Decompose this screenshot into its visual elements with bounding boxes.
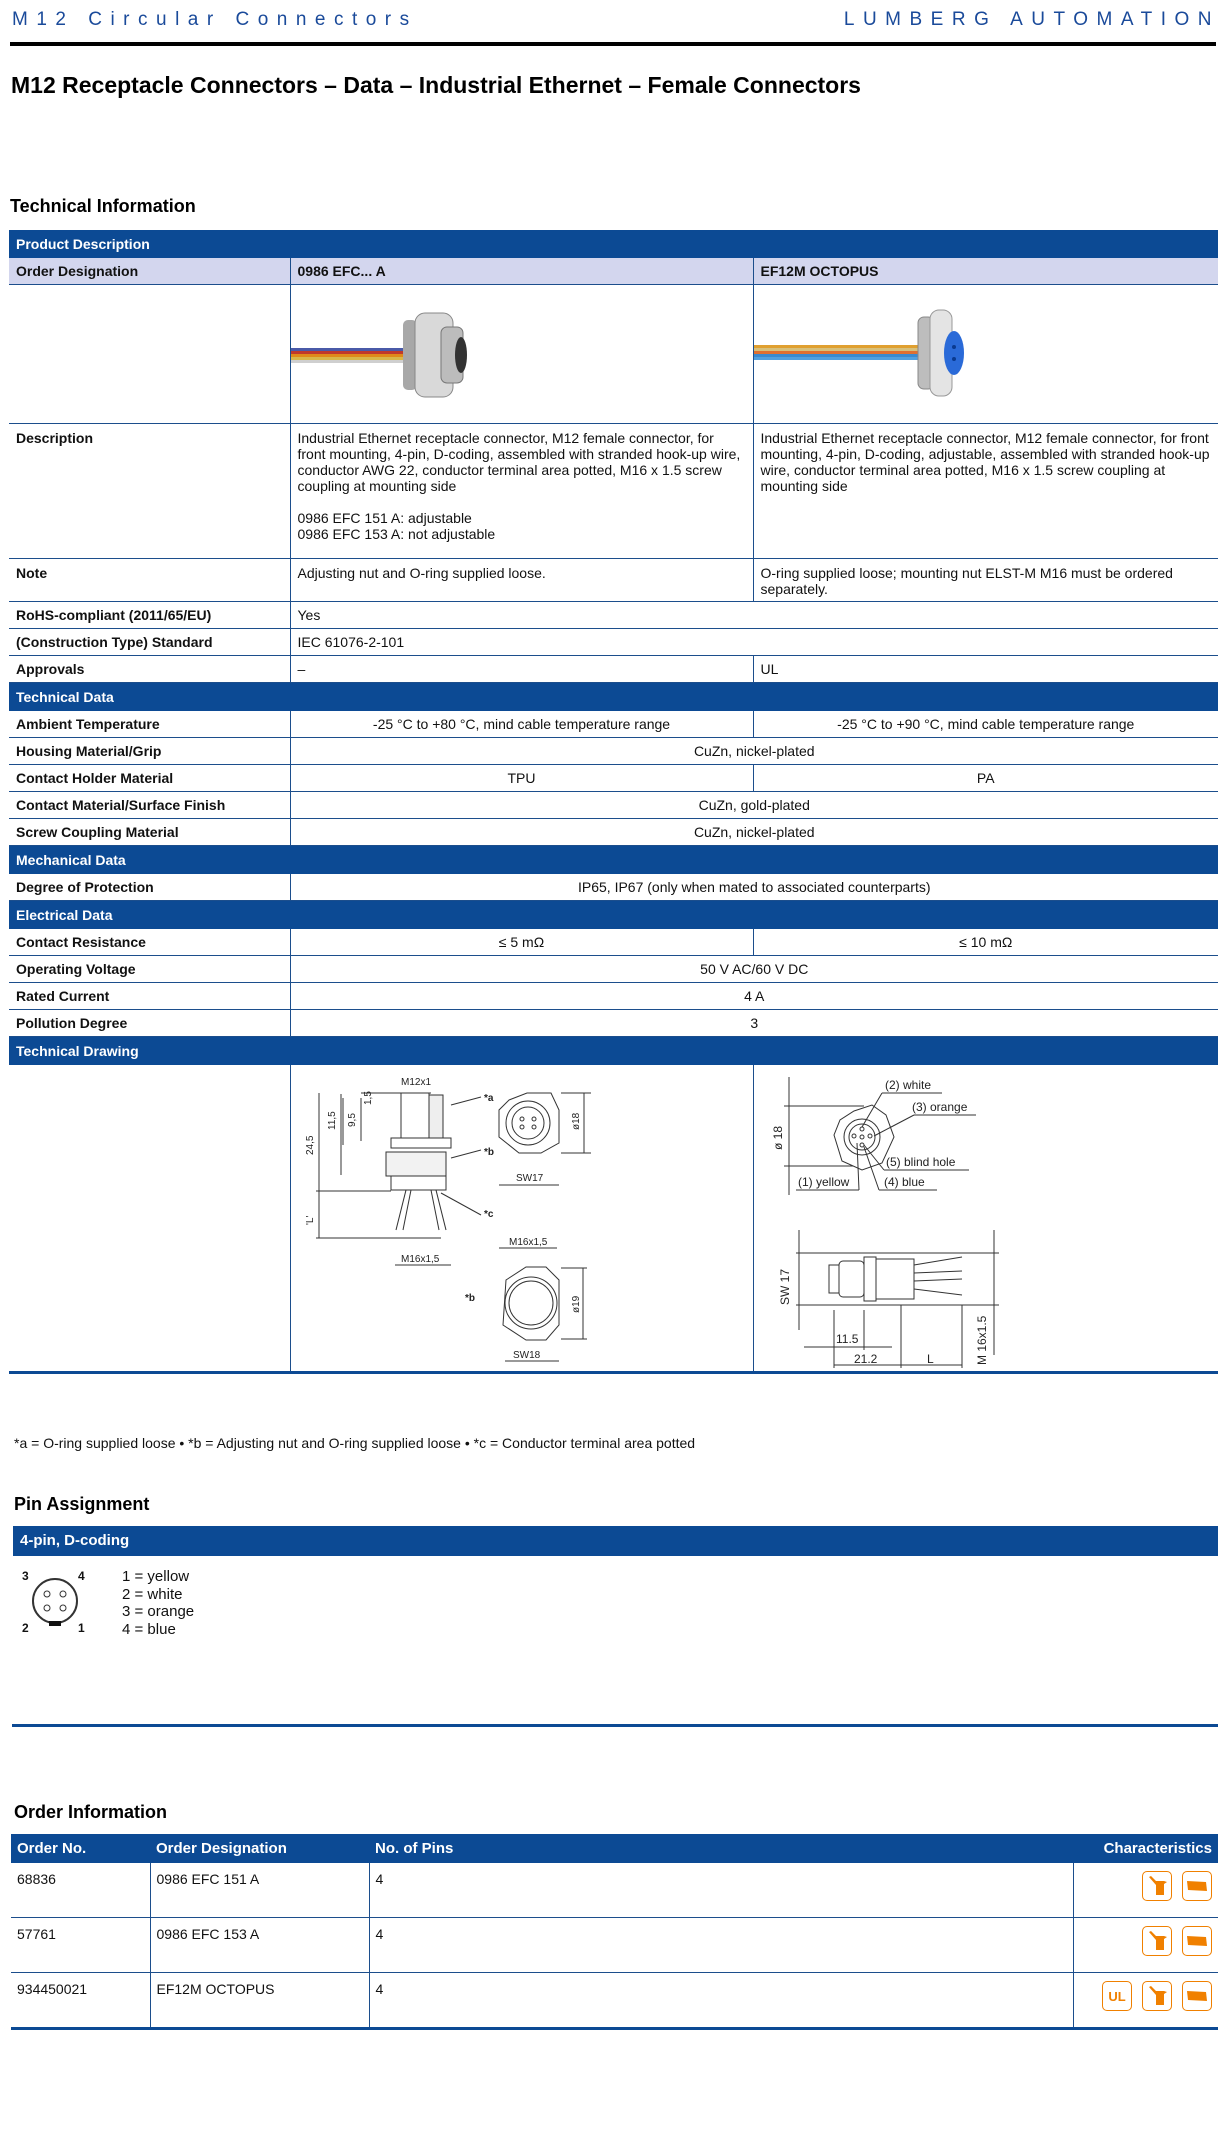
running-header-section: M12 Circular Connectors [12, 9, 418, 30]
pin-label-blind-hole: (5) blind hole [885, 1155, 955, 1169]
section-electrical-data [9, 901, 1218, 930]
solder-icon [1182, 1871, 1212, 1901]
row-label: Approvals [9, 656, 290, 683]
row-standard [9, 629, 1218, 656]
row-contact-material [9, 792, 1218, 819]
row-note [9, 559, 1218, 602]
cell-col2: ≤ 10 mΩ [753, 929, 1218, 956]
pin-number-1: 1 [78, 1621, 85, 1635]
dim-9-5: 9,5 [346, 1113, 358, 1127]
cell-col2: PA [753, 765, 1218, 792]
order-information-heading: Order Information [14, 1802, 168, 1822]
cell-value: IP65, IP67 (only when mated to associated counterparts) [290, 874, 1218, 901]
section-technical-data [9, 683, 1218, 712]
description-text: Industrial Ethernet receptacle connector, M12 female connector, for front mounting, 4-pin, D-coding, assembled with stranded hook-up wire, conductor AWG 22, conductor terminal area potted, M16 x 1.5 screw coupling at mounting side [297, 430, 741, 494]
section-title: Technical Drawing [9, 1037, 1218, 1066]
dim-m16x1-5-b: M16x1,5 [508, 1237, 547, 1248]
row-rohs [9, 602, 1218, 629]
row-label: Description [9, 424, 290, 559]
pin-item: 4 = blue [122, 1620, 176, 1638]
order-no: 57761 [11, 1918, 150, 1973]
dim-m12x1: M12x1 [400, 1077, 431, 1088]
row-ambient-temperature [9, 711, 1218, 738]
pin-layout-icon [20, 1568, 90, 1638]
section-title: Mechanical Data [9, 846, 1218, 875]
dim-m16x1-5: M16x1,5 [400, 1254, 439, 1265]
row-pollution-degree [9, 1010, 1218, 1037]
section-mechanical-data [9, 846, 1218, 875]
cell-col1: TPU [290, 765, 753, 792]
header-rule [10, 42, 1216, 46]
callout-c: *c [483, 1209, 493, 1220]
page-title: M12 Receptacle Connectors – Data – Industrial Ethernet – Female Connectors [11, 72, 861, 98]
technical-information-heading: Technical Information [10, 196, 196, 216]
cell-col1 [290, 424, 753, 559]
row-product-images [9, 285, 1218, 424]
pin-item: 3 = orange [122, 1603, 195, 1620]
cell-col1: 0986 EFC... A [290, 258, 753, 285]
dim-sw18: SW18 [512, 1350, 540, 1361]
order-designation: 0986 EFC 151 A [150, 1863, 369, 1918]
row-label: Note [9, 559, 290, 602]
characteristics [1073, 1918, 1218, 1973]
pin-color-list [122, 1568, 194, 1638]
cell-col1: – [290, 656, 753, 683]
cell-value: 4 A [290, 983, 1218, 1010]
dim-d18: ø18 [570, 1112, 582, 1130]
row-label: Degree of Protection [9, 874, 290, 901]
row-label: Rated Current [9, 983, 290, 1010]
characteristics [1073, 1863, 1218, 1918]
cell-col1: Adjusting nut and O-ring supplied loose. [290, 559, 753, 602]
dim-m16x1-5: M 16x1.5 [974, 1315, 989, 1365]
row-label: Contact Resistance [9, 929, 290, 956]
cell-col1: ≤ 5 mΩ [290, 929, 753, 956]
no-of-pins: 4 [369, 1863, 1073, 1918]
row-label: Contact Material/Surface Finish [9, 792, 290, 819]
running-header-brand: LUMBERG AUTOMATION [843, 9, 1220, 30]
section-title: Technical Data [9, 683, 1218, 712]
dim-sw17: SW 17 [777, 1268, 792, 1305]
table-row [11, 1863, 1218, 1918]
cell-value: CuZn, gold-plated [290, 792, 1218, 819]
row-order-designation [9, 258, 1218, 285]
col-no-of-pins: No. of Pins [369, 1834, 1073, 1863]
dim-d18: ø 18 [770, 1125, 785, 1150]
dim-L: 'L' [304, 1215, 316, 1225]
row-contact-holder [9, 765, 1218, 792]
order-no: 934450021 [11, 1973, 150, 2029]
order-no: 68836 [11, 1863, 150, 1918]
product-image-ef12m-octopus [753, 285, 1218, 424]
technical-table [9, 230, 1218, 1374]
dim-11-5: 11,5 [326, 1111, 338, 1130]
solder-icon [1182, 1926, 1212, 1956]
connector-photo-2 [754, 285, 1218, 420]
row-degree-of-protection [9, 874, 1218, 901]
cell-value: CuZn, nickel-plated [290, 819, 1218, 846]
pin-label-blue: (4) blue [883, 1175, 925, 1189]
cell-col2: EF12M OCTOPUS [753, 258, 1218, 285]
pin-label-yellow: (1) yellow [797, 1175, 849, 1189]
row-description [9, 424, 1218, 559]
order-designation: EF12M OCTOPUS [150, 1973, 369, 2029]
dim-24-5: 24,5 [304, 1135, 316, 1155]
pin-assignment-heading: Pin Assignment [14, 1494, 150, 1514]
row-label: (Construction Type) Standard [9, 629, 290, 656]
solder-icon [1182, 1981, 1212, 2011]
order-table-header [11, 1834, 1218, 1863]
cell-value: 50 V AC/60 V DC [290, 956, 1218, 983]
ul-icon: UL [1102, 1981, 1132, 2011]
row-housing-material [9, 738, 1218, 765]
dim-sw17: SW17 [515, 1173, 543, 1184]
table-row [11, 1973, 1218, 2029]
technical-drawing-1 [291, 1065, 753, 1368]
watering-can-icon [1142, 1926, 1172, 1956]
row-label: Contact Holder Material [9, 765, 290, 792]
pin-number-2: 2 [22, 1621, 29, 1635]
section-product-description [9, 230, 1218, 258]
col-characteristics: Characteristics [1073, 1834, 1218, 1863]
table-row [11, 1918, 1218, 1973]
watering-can-icon [1142, 1871, 1172, 1901]
pin-item: 2 = white [122, 1585, 183, 1603]
dim-1-5: 1,5 [362, 1091, 374, 1105]
cell-col2: Industrial Ethernet receptacle connector, M12 female connector, for front mounting, 4-pin, D-coding, adjustable, assembled with stranded hook-up wire, conductor terminal area potted, M16 x 1.5 screw coupling at mounting side [753, 424, 1218, 559]
row-operating-voltage [9, 956, 1218, 983]
col-order-no: Order No. [11, 1834, 150, 1863]
section-title: Product Description [9, 230, 1218, 258]
no-of-pins: 4 [369, 1918, 1073, 1973]
row-label: Ambient Temperature [9, 711, 290, 738]
product-image-0986-efc [290, 285, 753, 424]
callout-b: *b [483, 1147, 494, 1158]
dim-d19: ø19 [570, 1295, 582, 1313]
row-label: RoHS-compliant (2011/65/EU) [9, 602, 290, 629]
section-title: Electrical Data [9, 901, 1218, 930]
description-variant-151: 0986 EFC 151 A: adjustable [297, 510, 472, 526]
cell-col2: O-ring supplied loose; mounting nut ELST-M M16 must be ordered separately. [753, 559, 1218, 602]
row-drawings [9, 1065, 1218, 1373]
pin-assignment-bar-title: 4-pin, D-coding [20, 1532, 130, 1549]
pin-number-3: 3 [22, 1569, 29, 1583]
row-screw-coupling [9, 819, 1218, 846]
pin-number-4: 4 [78, 1569, 85, 1583]
cell-value: IEC 61076-2-101 [290, 629, 1218, 656]
drawing-footnote: *a = O-ring supplied loose • *b = Adjusting nut and O-ring supplied loose • *c = Conductor terminal area potted [14, 1435, 696, 1451]
connector-photo-1 [291, 285, 753, 420]
cell-col1: -25 °C to +80 °C, mind cable temperature range [290, 711, 753, 738]
row-contact-resistance [9, 929, 1218, 956]
pin-label-orange: (3) orange [911, 1100, 967, 1114]
drawing-ef12m-octopus [753, 1065, 1218, 1373]
row-approvals [9, 656, 1218, 683]
cell-value: 3 [290, 1010, 1218, 1037]
row-label: Order Designation [9, 258, 290, 285]
section-technical-drawing [9, 1037, 1218, 1066]
pin-item: 1 = yellow [122, 1568, 190, 1585]
pin-label-white: (2) white [884, 1078, 931, 1092]
row-label: Pollution Degree [9, 1010, 290, 1037]
col-order-designation: Order Designation [150, 1834, 369, 1863]
cell-col2: -25 °C to +90 °C, mind cable temperature range [753, 711, 1218, 738]
description-variant-153: 0986 EFC 153 A: not adjustable [297, 526, 496, 542]
cell-value: Yes [290, 602, 1218, 629]
no-of-pins: 4 [369, 1973, 1073, 2029]
watering-can-icon [1142, 1981, 1172, 2011]
callout-b2: *b [464, 1293, 475, 1304]
row-label: Housing Material/Grip [9, 738, 290, 765]
dim-L: L [926, 1352, 934, 1366]
section-divider [12, 1724, 1218, 1727]
row-label: Operating Voltage [9, 956, 290, 983]
callout-a: *a [483, 1093, 493, 1104]
technical-drawing-2 [754, 1065, 1218, 1368]
dim-11-5: 11.5 [835, 1332, 858, 1346]
row-rated-current [9, 983, 1218, 1010]
cell-value: CuZn, nickel-plated [290, 738, 1218, 765]
cell-col2: UL [753, 656, 1218, 683]
dim-21-2: 21.2 [853, 1352, 877, 1366]
pin-assignment-bar [13, 1526, 1218, 1556]
order-designation: 0986 EFC 153 A [150, 1918, 369, 1973]
order-table [11, 1834, 1218, 2030]
characteristics [1073, 1973, 1218, 2029]
row-label: Screw Coupling Material [9, 819, 290, 846]
drawing-0986-efc [290, 1065, 753, 1373]
